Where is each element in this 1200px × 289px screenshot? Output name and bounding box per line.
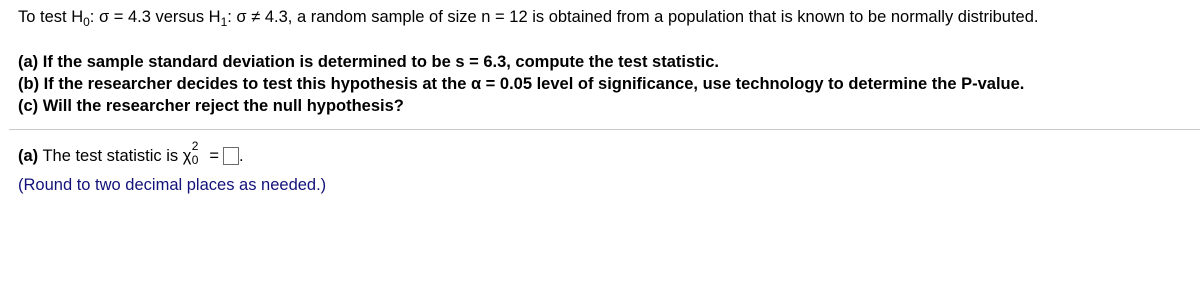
question-b-label: (b) bbox=[18, 75, 40, 93]
answer-label: (a) bbox=[18, 147, 39, 165]
intro-text-2: : σ = 4.3 versus H bbox=[89, 8, 221, 26]
question-c-text: Will the researcher reject the null hypothesis? bbox=[38, 97, 404, 115]
test-statistic-input[interactable] bbox=[223, 147, 239, 165]
h1-subscript: 1 bbox=[220, 15, 228, 29]
intro-text-3: : σ ≠ 4.3, a random sample of size n = 12 is obtained from a population that is known to be normally distributed. bbox=[227, 8, 1039, 26]
question-a-text: If the sample standard deviation is determined to be s = 6.3, compute the test statistic. bbox=[38, 53, 719, 71]
chi-letter: χ bbox=[182, 147, 192, 165]
equals-sign: = bbox=[209, 147, 219, 165]
question-b-text: If the researcher decides to test this hypothesis at the α = 0.05 level of significance, use technology to determine the P-value. bbox=[39, 75, 1025, 93]
question-c bbox=[18, 96, 404, 116]
answer-text: The test statistic is bbox=[38, 147, 183, 165]
question-a bbox=[18, 52, 719, 72]
chi-square-symbol bbox=[182, 139, 205, 167]
question-b bbox=[18, 74, 1024, 94]
question-a-label: (a) bbox=[18, 53, 39, 71]
intro-text-1: To test H bbox=[18, 8, 84, 26]
chi-subscript: 0 bbox=[191, 153, 199, 167]
h0-subscript: 0 bbox=[83, 15, 90, 29]
chi-superscript: 2 bbox=[191, 139, 199, 153]
section-divider bbox=[9, 129, 1200, 130]
problem-statement bbox=[18, 7, 1039, 27]
answer-row bbox=[18, 139, 244, 167]
question-c-label: (c) bbox=[18, 97, 39, 115]
answer-period: . bbox=[238, 147, 244, 165]
rounding-hint: (Round to two decimal places as needed.) bbox=[18, 176, 327, 194]
